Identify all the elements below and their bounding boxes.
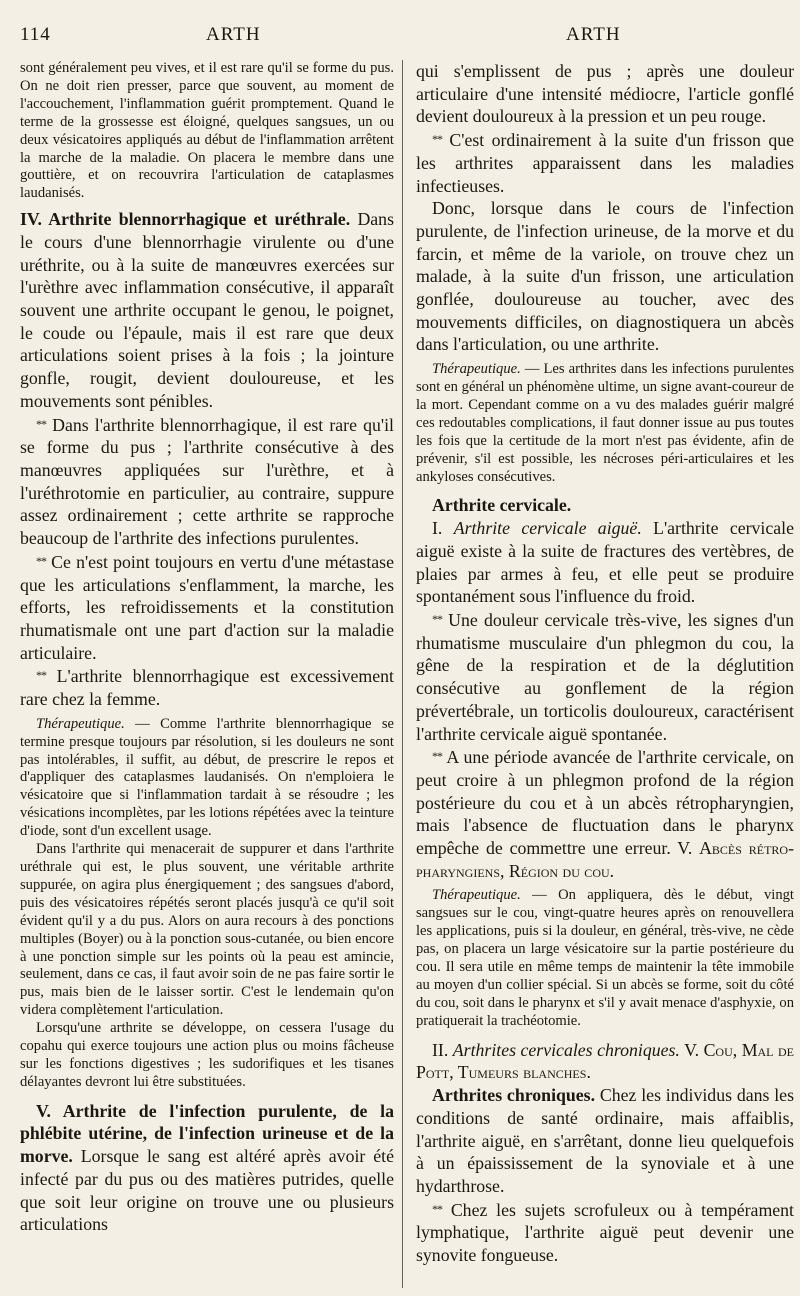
section-body: Chez les individus dans les conditions de santé ordinaire, mais affaiblis, l'arthrite aiguë, en s'arrêtant, donne lieu quelquefois à un épaississement de la synoviale et à une hydarthrose.: [416, 1085, 794, 1196]
paragraph-pregnancy-arthritis: sont généralement peu vives, et il est rare qu'il se forme du pus. On ne doit rien presser, parce que souvent, au moment de l'accouchement, l'inflammation guérit promptement. Quand le terme de la grossesse est éloigné, quelques sangsues, un ou deux vésicatoires appliqués au début de l'inflammation arrêtent la marche de la maladie. On placera le membre dans une gouttière, et on recouvrira l'articulation de cataplasmes laudanisés.: [20, 60, 394, 202]
paragraph-text: — Comme l'arthrite blennorrhagique se termine presque toujours par résolution, si les douleurs ne sont pas intolérables, il suffit, au début, de prescrire le repos et d'appliquer des cataplasmes laudanisés. On n'emploiera le vésicatoire que si l'inflammation tardait à se résoudre ; les vésications incomplètes, par les lotions répétées avec la teinture d'iode, sont d'un excellent usage.: [20, 715, 394, 840]
paragraph-metastasis: [20, 550, 394, 665]
section-number: II.: [432, 1039, 449, 1060]
paragraph-diagnosis: Donc, lorsque dans le cours de l'infection purulente, de l'infection urineuse, de la morve et du farcin, et même de la variole, on trouve chez un malade, à la suite d'un frisson, une articulation gonflée, douloureuse au toucher, avec des mouvements difficiles, on diagnostiquera un abcès dans l'articulation, ou une arthrite.: [416, 198, 794, 355]
paragraph-advanced-stage: [416, 745, 794, 882]
paragraph-therapeutics: [20, 716, 394, 841]
section-chronic-arthritis: [416, 1084, 794, 1198]
asterism-icon: **: [432, 132, 442, 147]
paragraph-therapeutics-infection: [416, 361, 794, 486]
paragraph-pus-formation: [20, 413, 394, 550]
paragraph-text: — On appliquera, dès le début, vingt sangsues sur le cou, vingt-quatre heures après on renouvellera les applications, puis si la douleur, en général, très-vive, ne cède pas, on placera un large vésicatoire sur la partie postérieure du cou. Il sera utile en même temps de maintenir la tête immobile au moyen d'un collier spécial. Si un abcès se forme, soit du côté du cou, soit dans le pharynx et s'il y avait menace d'asphyxie, on pratiquerait la trachéotomie.: [416, 887, 794, 1029]
asterism-icon: **: [432, 1201, 442, 1216]
paragraph-text: A une période avancée de l'arthrite cervicale, on peut croire à un phlegmon profond de la région postérieure du cou et à un abcès rétropharyngien, mais l'absence de fluctuation dans le pharynx empêche de commettre une erreur. V.: [416, 747, 795, 859]
section-purulent-infection: [20, 1100, 394, 1236]
paragraph-text: Une douleur cervicale très-vive, les signes d'un rhumatisme musculaire d'un phlegmon du cou, la gêne de la respiration et de la déglutition consécutive au gonflement de la région prévertébrale, un torticolis douloureux, caractérisent l'arthrite cervicale aiguë spontanée.: [416, 610, 794, 744]
therapeutics-label: Thérapeutique.: [36, 715, 125, 732]
paragraph-therapeutics-cervical: [416, 887, 794, 1030]
section-body: Lorsque le sang est altéré après avoir été infecté par du pus ou des matières putrides, quelle que soit leur origine on trouve une ou plusieurs articulations: [20, 1146, 394, 1235]
paragraph-text: L'arthrite cervicale aiguë existe à la suite de fractures des vertèbres, de plaies par armes à feu, et elle peut se produire spontanément sous l'influence du froid.: [416, 518, 794, 607]
cross-reference: Cou, Mal de Pott, Tumeurs blanches.: [416, 1039, 794, 1083]
section-body: Dans le cours d'une blennorrhagie virulente ou d'une uréthrite, ou à la suite de manœuvres exercées sur l'urèthre avec inflammation consécutive, il apparaît souvent une arthrite occupant le genou, le poignet, le coude ou l'épaule, mais il est rare que deux articulations soient prises à la fois ; la jointure gonfle, rougit, devient douloureuse, et les mouvements sont pénibles.: [20, 209, 394, 411]
heading-cervical-arthritis: Arthrite cervicale.: [432, 495, 572, 516]
section-number: I.: [432, 518, 443, 539]
therapeutics-label: Thérapeutique.: [432, 887, 521, 904]
see-also: V.: [684, 1039, 700, 1060]
paragraph-copahu: Lorsqu'une arthrite se développe, on cessera l'usage du copahu qui exerce toujours une action plus ou moins fâcheuse sur les fonctions digestives ; les sudorifiques et les tisanes délayantes devront lui être substituées.: [20, 1020, 394, 1090]
paragraph-suppuration: Dans l'arthrite qui menacerait de suppurer et dans l'arthrite uréthrale qui est, le plus souvent, une véritable arthrite suppurée, on agira plus énergiquement ; des sangsues d'abord, puis des vésicatoires répétés seront placés jusqu'à ce qu'il soit évident qu'il y a du pus. Alors on aura recours à des ponctions multiples (Boyer) ou à la ponction sous-cutanée, ou bien encore à une ponction simple sur les points où la peau est amincie, seulement, dans ce cas, il faut avoir soin de ne pas faire sortir le pus, mais bien de le laisser sortir. C'est le lendemain qu'on videra complètement l'articulation.: [20, 841, 394, 1019]
left-column: [20, 60, 394, 1236]
paragraph-text: — Les arthrites dans les infections purulentes sont en général un phénomène ultime, un signe avant-coureur de la mort. Cependant comme on a vu des malades guérir malgré ces redoutables complications, il faut donner issue au pus toutes les fois que la certitude de la mort n'est pas évidente, afin de prévenir, s'il est possible, les nécroses péri-articulaires et les ankyloses consécutives.: [416, 361, 794, 485]
paragraph-text: Chez les sujets scrofuleux ou à tempérament lymphatique, l'arthrite aiguë peut devenir une synovite fongueuse.: [416, 1199, 794, 1266]
section-heading: Arthrites chroniques.: [432, 1085, 596, 1106]
subsection-heading: Arthrites cervicales chroniques.: [452, 1039, 680, 1060]
paragraph-text: Ce n'est point toujours en vertu d'une métastase que les articulations s'enflamment, la marche, les efforts, les refroidissements et la constitution rhumatismale ont une part d'action sur la maladie articulaire.: [20, 551, 394, 663]
column-divider: [402, 60, 403, 1288]
paragraph-text: L'arthrite blennorrhagique est excessivement rare chez la femme.: [20, 666, 394, 710]
asterism-icon: **: [36, 553, 46, 568]
paragraph-chronic-cervical: [416, 1039, 794, 1084]
paragraph-acute-cervical: [416, 517, 794, 608]
therapeutics-label: Thérapeutique.: [432, 361, 521, 378]
asterism-icon: **: [432, 749, 442, 764]
paragraph-frisson: [416, 128, 794, 197]
running-header: [20, 24, 786, 52]
paragraph-continuation: qui s'emplissent de pus ; après une douleur articulaire d'une intensité médiocre, l'article gonflé devient douloureux à la pression et un peu rouge.: [416, 61, 794, 127]
cross-reference: Abcès rétro-pharyngiens, Région du cou.: [416, 838, 794, 881]
section-heading: V. Arthrite de l'infection purulente, de la phlébite utérine, de l'infection urineuse et de la morve.: [20, 1100, 394, 1167]
paragraph-women: [20, 664, 394, 710]
asterism-icon: **: [36, 416, 46, 431]
right-column: [416, 60, 794, 1267]
asterism-icon: **: [36, 668, 46, 683]
paragraph-text: C'est ordinairement à la suite d'un frisson que les arthrites apparaissent dans les maladies infectieuses.: [416, 130, 794, 196]
running-head-right: ARTH: [566, 24, 621, 45]
paragraph-cervical-signs: [416, 608, 794, 745]
paragraph-scrofulous: [416, 1198, 794, 1267]
asterism-icon: **: [432, 612, 442, 626]
page-number: 114: [20, 24, 51, 45]
paragraph-text: Dans l'arthrite blennorrhagique, il est rare qu'il se forme du pus ; l'arthrite consécutive à des manœuvres appliquées sur l'urèthre, et à l'uréthrotomie en particulier, au contraire, suppure assez ordinairement ; cette arthrite se rapproche beaucoup de l'arthrite des infections purulentes.: [20, 414, 394, 549]
section-blennorrhagic-arthritis: [20, 208, 394, 412]
subsection-heading: Arthrite cervicale aiguë.: [453, 518, 642, 539]
running-head-left: ARTH: [206, 24, 261, 45]
section-heading: IV. Arthrite blennorrhagique et uréthrale.: [20, 209, 351, 230]
